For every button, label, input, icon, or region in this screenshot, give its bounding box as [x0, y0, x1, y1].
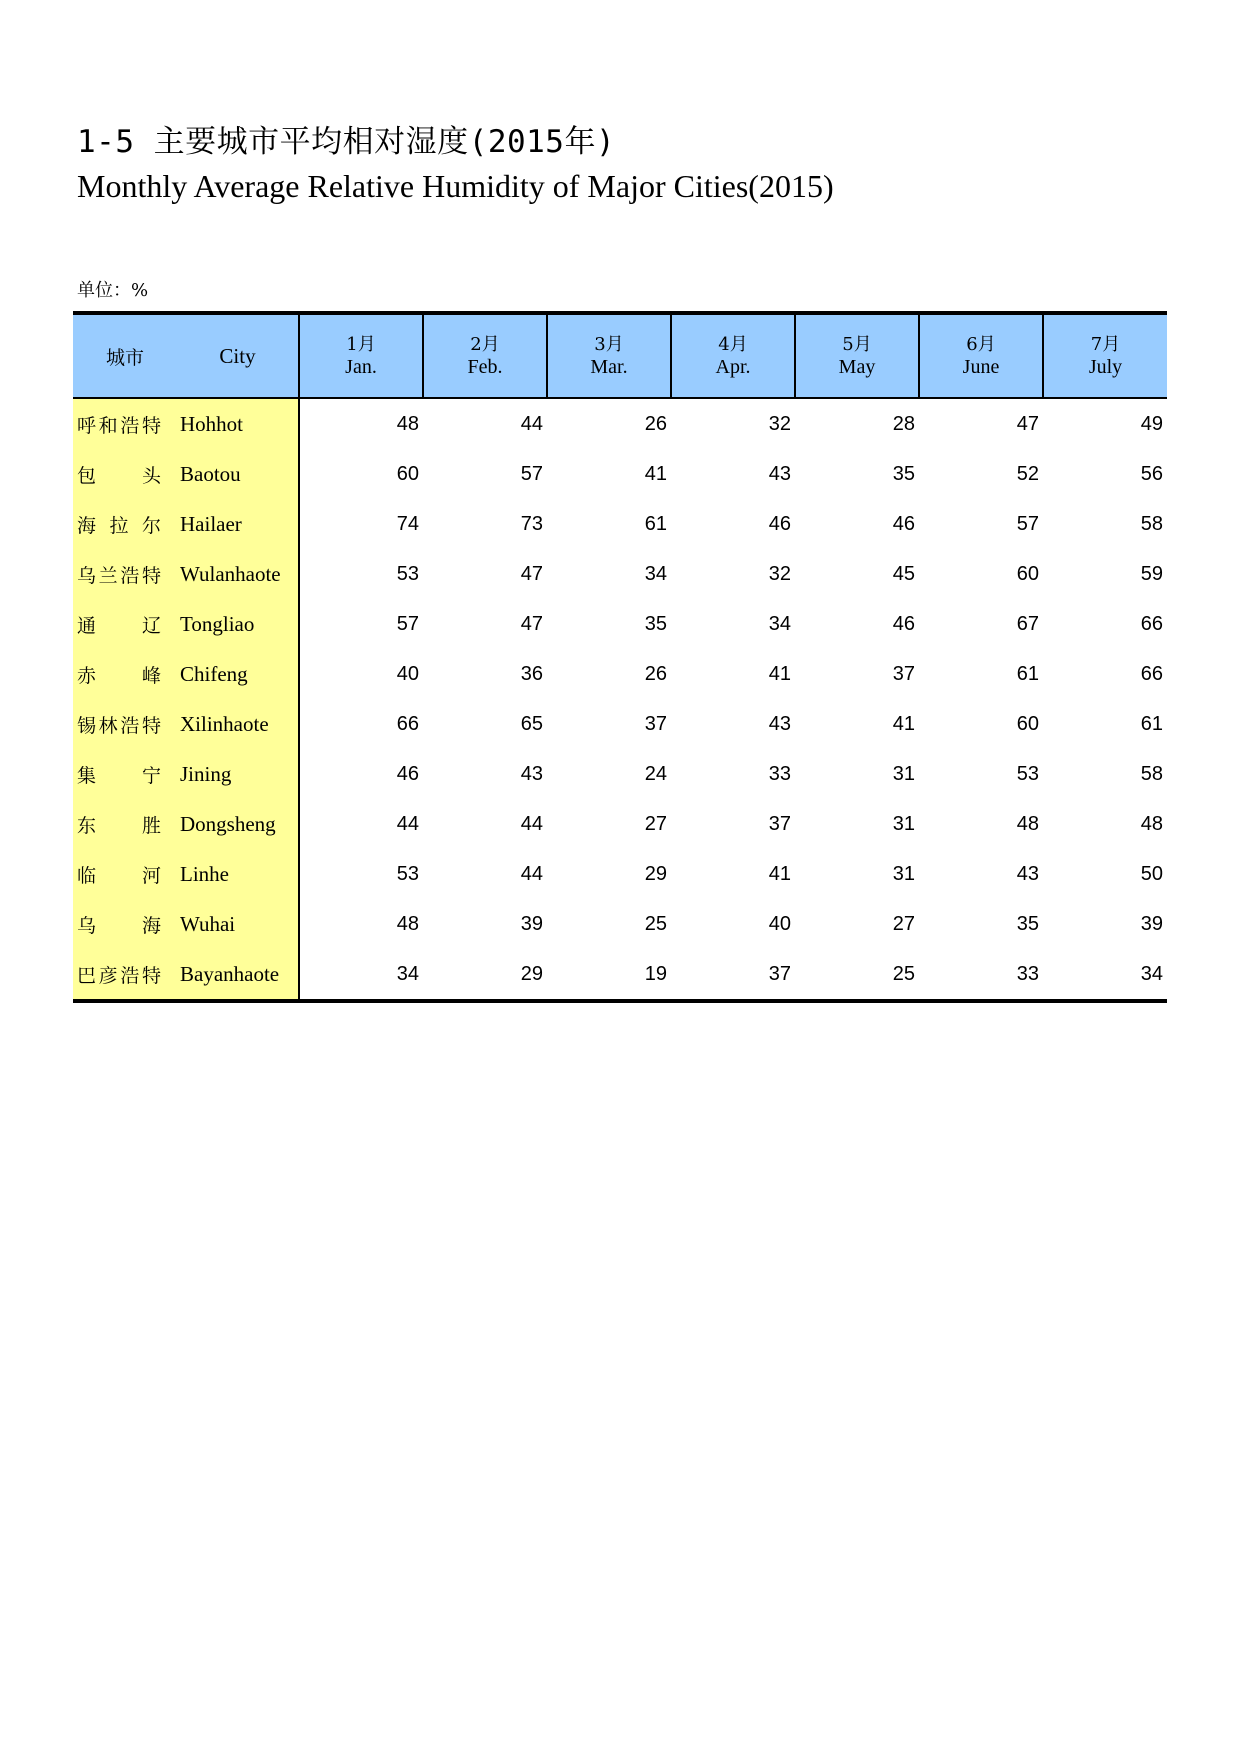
humidity-value: 73 — [520, 512, 543, 535]
humidity-value: 58 — [1140, 512, 1163, 535]
humidity-value: 66 — [396, 712, 419, 735]
city-name-cn-chars — [77, 561, 161, 588]
city-name-cn-char: 宁 — [141, 764, 161, 787]
table-row — [73, 449, 1167, 499]
humidity-table — [73, 311, 1167, 1003]
humidity-value: 37 — [768, 812, 791, 835]
humidity-value: 31 — [892, 862, 915, 885]
humidity-value: 60 — [396, 462, 419, 485]
header-month-en: July — [1088, 356, 1123, 378]
table-row — [73, 749, 1167, 799]
table-body — [73, 398, 1167, 1001]
city-name-cn — [73, 749, 177, 799]
humidity-value: 74 — [396, 512, 419, 535]
humidity-value: 47 — [520, 562, 543, 585]
header-month-cn: 5月 — [842, 334, 872, 355]
humidity-value: 46 — [892, 512, 915, 535]
city-name-cn-char: 锡 — [77, 714, 97, 737]
humidity-value: 43 — [768, 462, 791, 485]
city-name-en: Linhe — [177, 849, 299, 899]
humidity-value: 53 — [396, 562, 419, 585]
city-name-cn-char: 包 — [77, 464, 97, 487]
humidity-value: 27 — [644, 812, 667, 835]
city-name-cn-char: 特 — [141, 964, 161, 987]
humidity-value: 26 — [644, 412, 667, 435]
humidity-value: 61 — [1016, 662, 1039, 685]
humidity-value: 48 — [1140, 812, 1163, 835]
header-month — [795, 313, 919, 398]
humidity-value: 25 — [644, 912, 667, 935]
table-row — [73, 599, 1167, 649]
city-name-cn-char: 拉 — [109, 514, 129, 537]
city-name-cn-chars — [77, 911, 161, 938]
city-name-cn-chars — [77, 961, 161, 988]
city-name-cn-chars — [77, 461, 161, 488]
humidity-value: 34 — [644, 562, 667, 585]
city-name-cn-char: 头 — [141, 464, 161, 487]
header-month — [299, 313, 423, 398]
header-city-en: City — [177, 313, 299, 398]
humidity-value: 53 — [396, 862, 419, 885]
humidity-value: 43 — [520, 762, 543, 785]
header-month-en: Feb. — [467, 356, 503, 378]
city-name-cn — [73, 449, 177, 499]
humidity-value: 48 — [396, 412, 419, 435]
table-row — [73, 849, 1167, 899]
city-name-cn-char: 胜 — [141, 814, 161, 837]
table-row — [73, 899, 1167, 949]
city-name-cn-char: 海 — [141, 914, 161, 937]
humidity-value: 25 — [795, 949, 919, 1001]
table-row — [73, 799, 1167, 849]
humidity-value: 61 — [1140, 712, 1163, 735]
humidity-value: 41 — [644, 462, 667, 485]
humidity-value: 66 — [1140, 662, 1163, 685]
city-name-en: Hohhot — [177, 398, 299, 449]
city-name-cn-char: 东 — [77, 814, 97, 837]
city-name-cn-char: 巴 — [77, 964, 97, 987]
city-name-cn-char: 赤 — [77, 664, 97, 687]
city-name-cn-char: 尔 — [141, 514, 161, 537]
city-name-cn-char: 乌 — [77, 914, 97, 937]
humidity-value: 36 — [520, 662, 543, 685]
humidity-value: 32 — [768, 412, 791, 435]
humidity-value: 31 — [892, 812, 915, 835]
city-name-cn-char: 和 — [98, 414, 118, 437]
city-name-cn — [73, 799, 177, 849]
header-month — [1043, 313, 1167, 398]
header-month-en: June — [962, 356, 1000, 378]
city-name-cn — [73, 949, 177, 1001]
humidity-value: 19 — [547, 949, 671, 1001]
city-name-cn — [73, 699, 177, 749]
header-month-cn: 1月 — [346, 334, 376, 355]
city-name-cn-char: 浩 — [120, 714, 140, 737]
humidity-value: 35 — [1016, 912, 1039, 935]
humidity-value: 53 — [1016, 762, 1039, 785]
humidity-value: 35 — [644, 612, 667, 635]
city-name-cn-char: 浩 — [120, 414, 140, 437]
humidity-value: 47 — [1016, 412, 1039, 435]
table-row — [73, 699, 1167, 749]
city-name-cn-char: 辽 — [141, 614, 161, 637]
city-name-cn-char: 浩 — [120, 564, 140, 587]
city-name-cn-chars — [77, 661, 161, 688]
city-name-cn-char: 特 — [141, 564, 161, 587]
header-month — [423, 313, 547, 398]
humidity-value: 57 — [1016, 512, 1039, 535]
humidity-value: 41 — [768, 662, 791, 685]
humidity-value: 26 — [644, 662, 667, 685]
city-name-en: Hailaer — [177, 499, 299, 549]
city-name-cn-chars — [77, 411, 161, 438]
humidity-value: 41 — [892, 712, 915, 735]
humidity-value: 65 — [520, 712, 543, 735]
city-name-en: Wuhai — [177, 899, 299, 949]
humidity-value: 48 — [396, 912, 419, 935]
humidity-value: 34 — [768, 612, 791, 635]
city-name-en: Chifeng — [177, 649, 299, 699]
humidity-value: 46 — [768, 512, 791, 535]
city-name-en: Wulanhaote — [177, 549, 299, 599]
humidity-value: 58 — [1140, 762, 1163, 785]
city-name-cn-char: 通 — [77, 614, 97, 637]
humidity-value: 56 — [1140, 462, 1163, 485]
humidity-value: 48 — [1016, 812, 1039, 835]
city-name-en: Dongsheng — [177, 799, 299, 849]
humidity-value: 34 — [1043, 949, 1167, 1001]
humidity-value: 49 — [1140, 412, 1163, 435]
humidity-value: 29 — [423, 949, 547, 1001]
humidity-value: 34 — [299, 949, 423, 1001]
city-name-en: Jining — [177, 749, 299, 799]
header-month-en: Mar. — [590, 356, 628, 378]
city-name-cn-char: 峰 — [141, 664, 161, 687]
city-name-cn — [73, 398, 177, 449]
humidity-value: 66 — [1140, 612, 1163, 635]
humidity-value: 44 — [520, 862, 543, 885]
city-name-cn-chars — [77, 611, 161, 638]
header-month — [671, 313, 795, 398]
header-month-cn: 7月 — [1090, 334, 1121, 355]
table-row — [73, 398, 1167, 449]
city-name-cn-char: 海 — [77, 514, 97, 537]
city-name-cn-char: 集 — [77, 764, 97, 787]
header-month-cn: 6月 — [966, 334, 996, 355]
humidity-value: 37 — [644, 712, 667, 735]
humidity-value: 31 — [892, 762, 915, 785]
city-name-cn — [73, 499, 177, 549]
city-name-cn-char: 兰 — [98, 564, 118, 587]
humidity-value: 24 — [644, 762, 667, 785]
city-name-cn-char: 河 — [141, 864, 161, 887]
city-name-cn-char: 乌 — [77, 564, 97, 587]
header-month-en: Jan. — [345, 356, 377, 378]
header-month-en: May — [838, 356, 876, 378]
humidity-value: 35 — [892, 462, 915, 485]
humidity-value: 47 — [520, 612, 543, 635]
humidity-value: 52 — [1016, 462, 1039, 485]
header-city-cn: 城市 — [73, 313, 177, 398]
humidity-value: 41 — [768, 862, 791, 885]
humidity-value: 44 — [520, 812, 543, 835]
city-name-cn-char: 彦 — [98, 964, 118, 987]
city-name-cn-chars — [77, 861, 161, 888]
humidity-value: 32 — [768, 562, 791, 585]
city-name-cn-chars — [77, 711, 161, 738]
humidity-value: 40 — [768, 912, 791, 935]
city-name-en: Bayanhaote — [177, 949, 299, 1001]
humidity-value: 27 — [892, 912, 915, 935]
city-name-cn — [73, 849, 177, 899]
page-title-english: Monthly Average Relative Humidity of Major Cities(2015) — [77, 168, 834, 204]
humidity-value: 39 — [1140, 912, 1163, 935]
humidity-value: 39 — [520, 912, 543, 935]
city-name-cn-char: 林 — [98, 714, 118, 737]
humidity-value: 45 — [892, 562, 915, 585]
humidity-value: 46 — [396, 762, 419, 785]
header-month — [919, 313, 1043, 398]
city-name-cn-char: 临 — [77, 864, 97, 887]
humidity-value: 67 — [1016, 612, 1039, 635]
humidity-value: 40 — [396, 662, 419, 685]
city-name-cn — [73, 649, 177, 699]
city-name-cn-chars — [77, 811, 161, 838]
humidity-value: 29 — [644, 862, 667, 885]
humidity-value: 37 — [671, 949, 795, 1001]
humidity-value: 33 — [768, 762, 791, 785]
humidity-value: 28 — [892, 412, 915, 435]
city-name-cn-chars — [77, 761, 161, 788]
city-name-cn-char: 特 — [141, 414, 161, 437]
humidity-value: 50 — [1140, 862, 1163, 885]
table-row — [73, 499, 1167, 549]
humidity-value: 59 — [1140, 562, 1163, 585]
humidity-value: 43 — [1016, 862, 1039, 885]
city-name-cn — [73, 599, 177, 649]
city-name-cn-chars — [77, 511, 161, 538]
humidity-value: 57 — [396, 612, 419, 635]
humidity-value: 37 — [892, 662, 915, 685]
table-row — [73, 549, 1167, 599]
header-month-cn: 2月 — [470, 334, 500, 355]
humidity-value: 44 — [520, 412, 543, 435]
city-name-cn-char: 浩 — [120, 964, 140, 987]
header-month — [547, 313, 671, 398]
city-name-en: Tongliao — [177, 599, 299, 649]
city-name-en: Xilinhaote — [177, 699, 299, 749]
humidity-value: 57 — [520, 462, 543, 485]
humidity-value: 33 — [919, 949, 1043, 1001]
humidity-value: 60 — [1016, 712, 1039, 735]
city-name-cn-char: 特 — [141, 714, 161, 737]
table-header — [73, 313, 1167, 398]
header-month-en: Apr. — [715, 356, 751, 378]
city-name-en: Baotou — [177, 449, 299, 499]
header-month-cn: 4月 — [718, 334, 748, 355]
table-row — [73, 949, 1167, 1001]
humidity-value: 43 — [768, 712, 791, 735]
humidity-value: 61 — [644, 512, 667, 535]
humidity-value: 44 — [396, 812, 419, 835]
header-month-cn: 3月 — [594, 334, 624, 355]
humidity-value: 60 — [1016, 562, 1039, 585]
city-name-cn — [73, 549, 177, 599]
humidity-value: 46 — [892, 612, 915, 635]
page-title-chinese: 1-5 主要城市平均相对湿度(2015年) — [77, 124, 616, 160]
table-row — [73, 649, 1167, 699]
city-name-cn — [73, 899, 177, 949]
unit-label: 单位：% — [77, 280, 149, 301]
city-name-cn-char: 呼 — [77, 414, 97, 437]
